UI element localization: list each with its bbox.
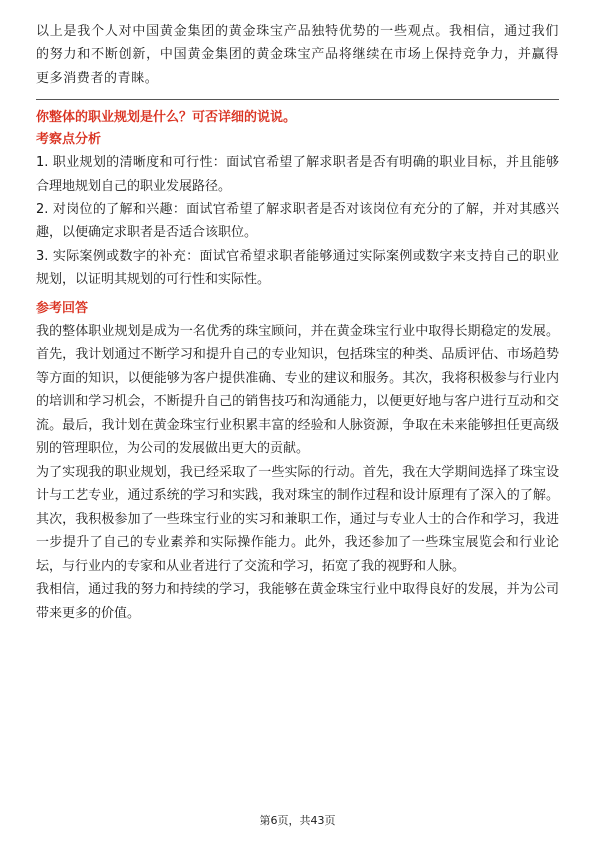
answer-body bbox=[36, 320, 559, 626]
document-page bbox=[36, 20, 559, 625]
answer-paragraph: 我相信，通过我的努力和持续的学习，我能够在黄金珠宝行业中取得良好的发展，并为公司带来更多的价值。 bbox=[36, 582, 559, 621]
analysis-item: 1. 职业规划的清晰度和可行性：面试官希望了解求职者是否有明确的职业目标，并且能够合理地规划自己的职业发展路径。 bbox=[36, 155, 559, 194]
answer-title: 参考回答 bbox=[36, 300, 89, 316]
analysis-item: 2. 对岗位的了解和兴趣：面试官希望了解求职者是否对该岗位有充分的了解，并对其感兴趣，以便确定求职者是否适合该职位。 bbox=[36, 202, 559, 241]
analysis-list bbox=[36, 151, 559, 291]
section-divider bbox=[36, 99, 559, 100]
answer-paragraph: 为了实现我的职业规划，我已经采取了一些实际的行动。首先，我在大学期间选择了珠宝设计与工艺专业，通过系统的学习和实践，我对珠宝的制作过程和设计原理有了深入的了解。其次，我积极参加了一些珠宝行业的实习和兼职工作，通过与专业人士的合作和学习，我进一步提升了自己的专业素养和实际操作能力。此外，我还参加了一些珠宝展览会和行业论坛，与行业内的专家和从业者进行了交流和学习，拓宽了我的视野和人脉。 bbox=[36, 464, 559, 574]
intro-paragraph: 以上是我个人对中国黄金集团的黄金珠宝产品独特优势的一些观点。我相信，通过我们的努力和不断创新，中国黄金集团的黄金珠宝产品将继续在市场上保持竞争力，并赢得更多消费者的青睐。 bbox=[36, 24, 559, 86]
question-heading: 你整体的职业规划是什么？可否详细的说说。 bbox=[36, 110, 297, 126]
answer-paragraph: 我的整体职业规划是成为一名优秀的珠宝顾问，并在黄金珠宝行业中取得长期稳定的发展。首先，我计划通过不断学习和提升自己的专业知识，包括珠宝的种类、品质评估、市场趋势等方面的知识，以便能够为客户提供准确、专业的建议和服务。其次，我将积极参与行业内的培训和学习机会，不断提升自己的销售技巧和沟通能力，以便更好地与客户进行互动和交流。最后，我计划在黄金珠宝行业积累丰富的经验和人脉资源，争取在未来能够担任更高级别的管理职位，为公司的发展做出更大的贡献。 bbox=[36, 323, 559, 457]
page-number-footer: 第6页，共43页 bbox=[259, 814, 336, 827]
analysis-title: 考察点分析 bbox=[36, 132, 102, 148]
analysis-item: 3. 实际案例或数字的补充：面试官希望求职者能够通过实际案例或数字来支持自己的职业规划，以证明其规划的可行性和实际性。 bbox=[36, 248, 559, 288]
